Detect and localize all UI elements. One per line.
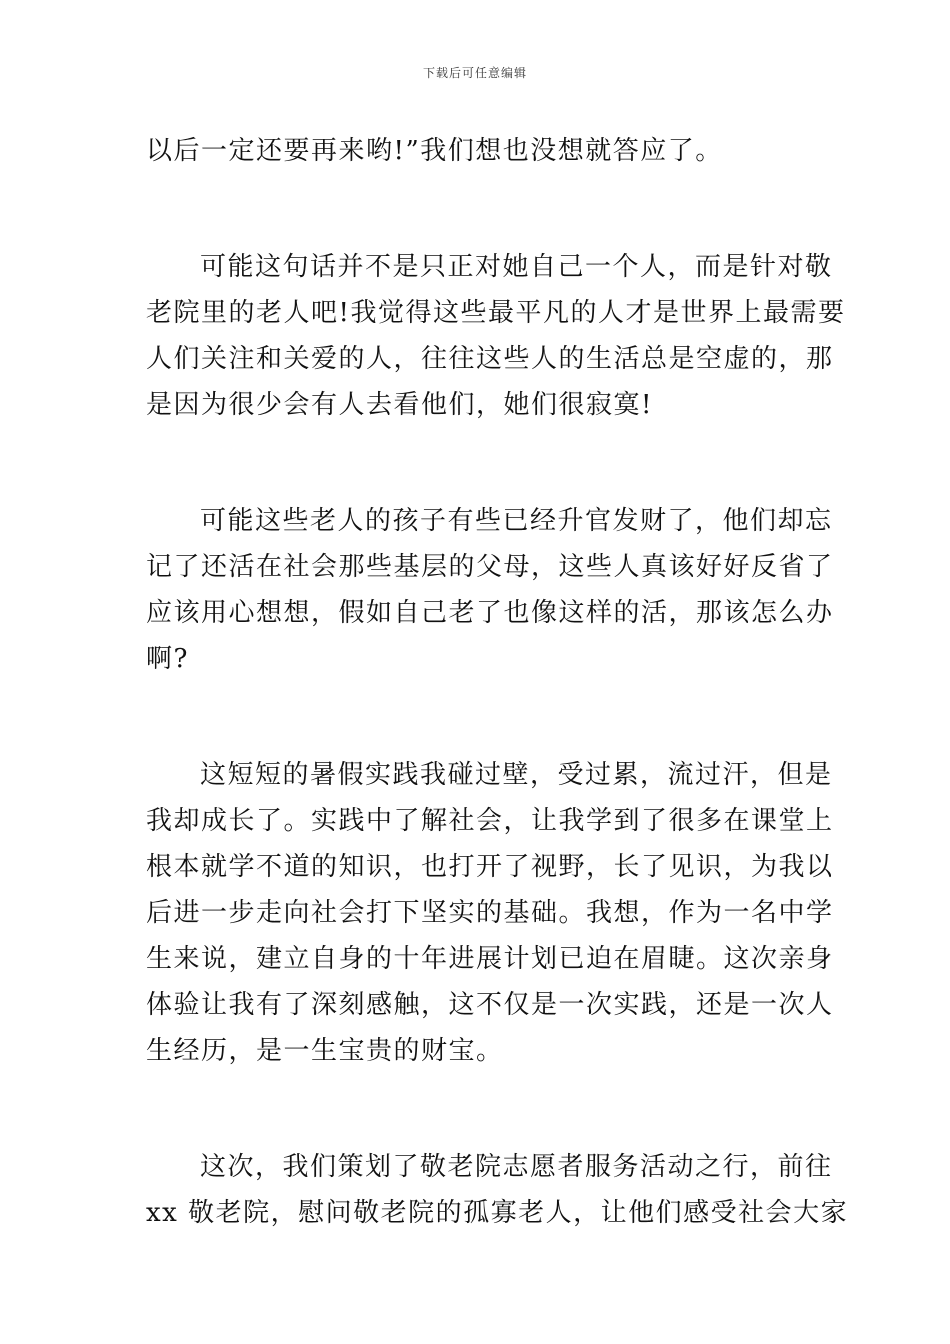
text-line: 啊?	[146, 644, 189, 674]
text-line: xx 敬老院，慰问敬老院的孤寡老人，让他们感受社会大家	[146, 1198, 849, 1228]
paragraph-4	[146, 752, 834, 1074]
text-line: 这次，我们策划了敬老院志愿者服务活动之行，前往	[200, 1152, 833, 1182]
text-line: 记了还活在社会那些基层的父母，这些人真该好好反省了	[146, 552, 834, 582]
paragraph-3	[146, 498, 834, 682]
text-line: 以后一定还要再来哟!”我们想也没想就答应了。	[146, 136, 723, 166]
text-line: 老院里的老人吧!我觉得这些最平凡的人才是世界上最需要	[146, 298, 846, 328]
text-line: 我却成长了。实践中了解社会，让我学到了很多在课堂上	[146, 806, 834, 836]
page-header: 下载后可任意编辑	[422, 66, 527, 80]
text-line: 体验让我有了深刻感触，这不仅是一次实践，还是一次人	[146, 990, 834, 1020]
paragraph-2	[146, 244, 846, 428]
text-line: 根本就学不道的知识，也打开了视野，长了见识，为我以	[146, 852, 834, 882]
document-body	[146, 128, 849, 1236]
text-line: 人们关注和关爱的人，往往这些人的生活总是空虚的，那	[146, 344, 834, 374]
text-line: 这短短的暑假实践我碰过壁，受过累，流过汗，但是	[200, 760, 833, 790]
paragraph-1	[146, 128, 810, 174]
text-line: 可能这些老人的孩子有些已经升官发财了，他们却忘	[200, 506, 833, 536]
paragraph-5	[146, 1144, 849, 1236]
text-line: 应该用心想想，假如自己老了也像这样的活，那该怎么办	[146, 598, 834, 628]
text-line: 后进一步走向社会打下坚实的基础。我想，作为一名中学	[146, 898, 834, 928]
text-line: 生来说，建立自身的十年进展计划已迫在眉睫。这次亲身	[146, 944, 834, 974]
text-line: 可能这句话并不是只正对她自己一个人，而是针对敬	[200, 252, 833, 282]
text-line: 生经历，是一生宝贵的财宝。	[146, 1036, 504, 1066]
text-line: 是因为很少会有人去看他们，她们很寂寞!	[146, 390, 653, 420]
